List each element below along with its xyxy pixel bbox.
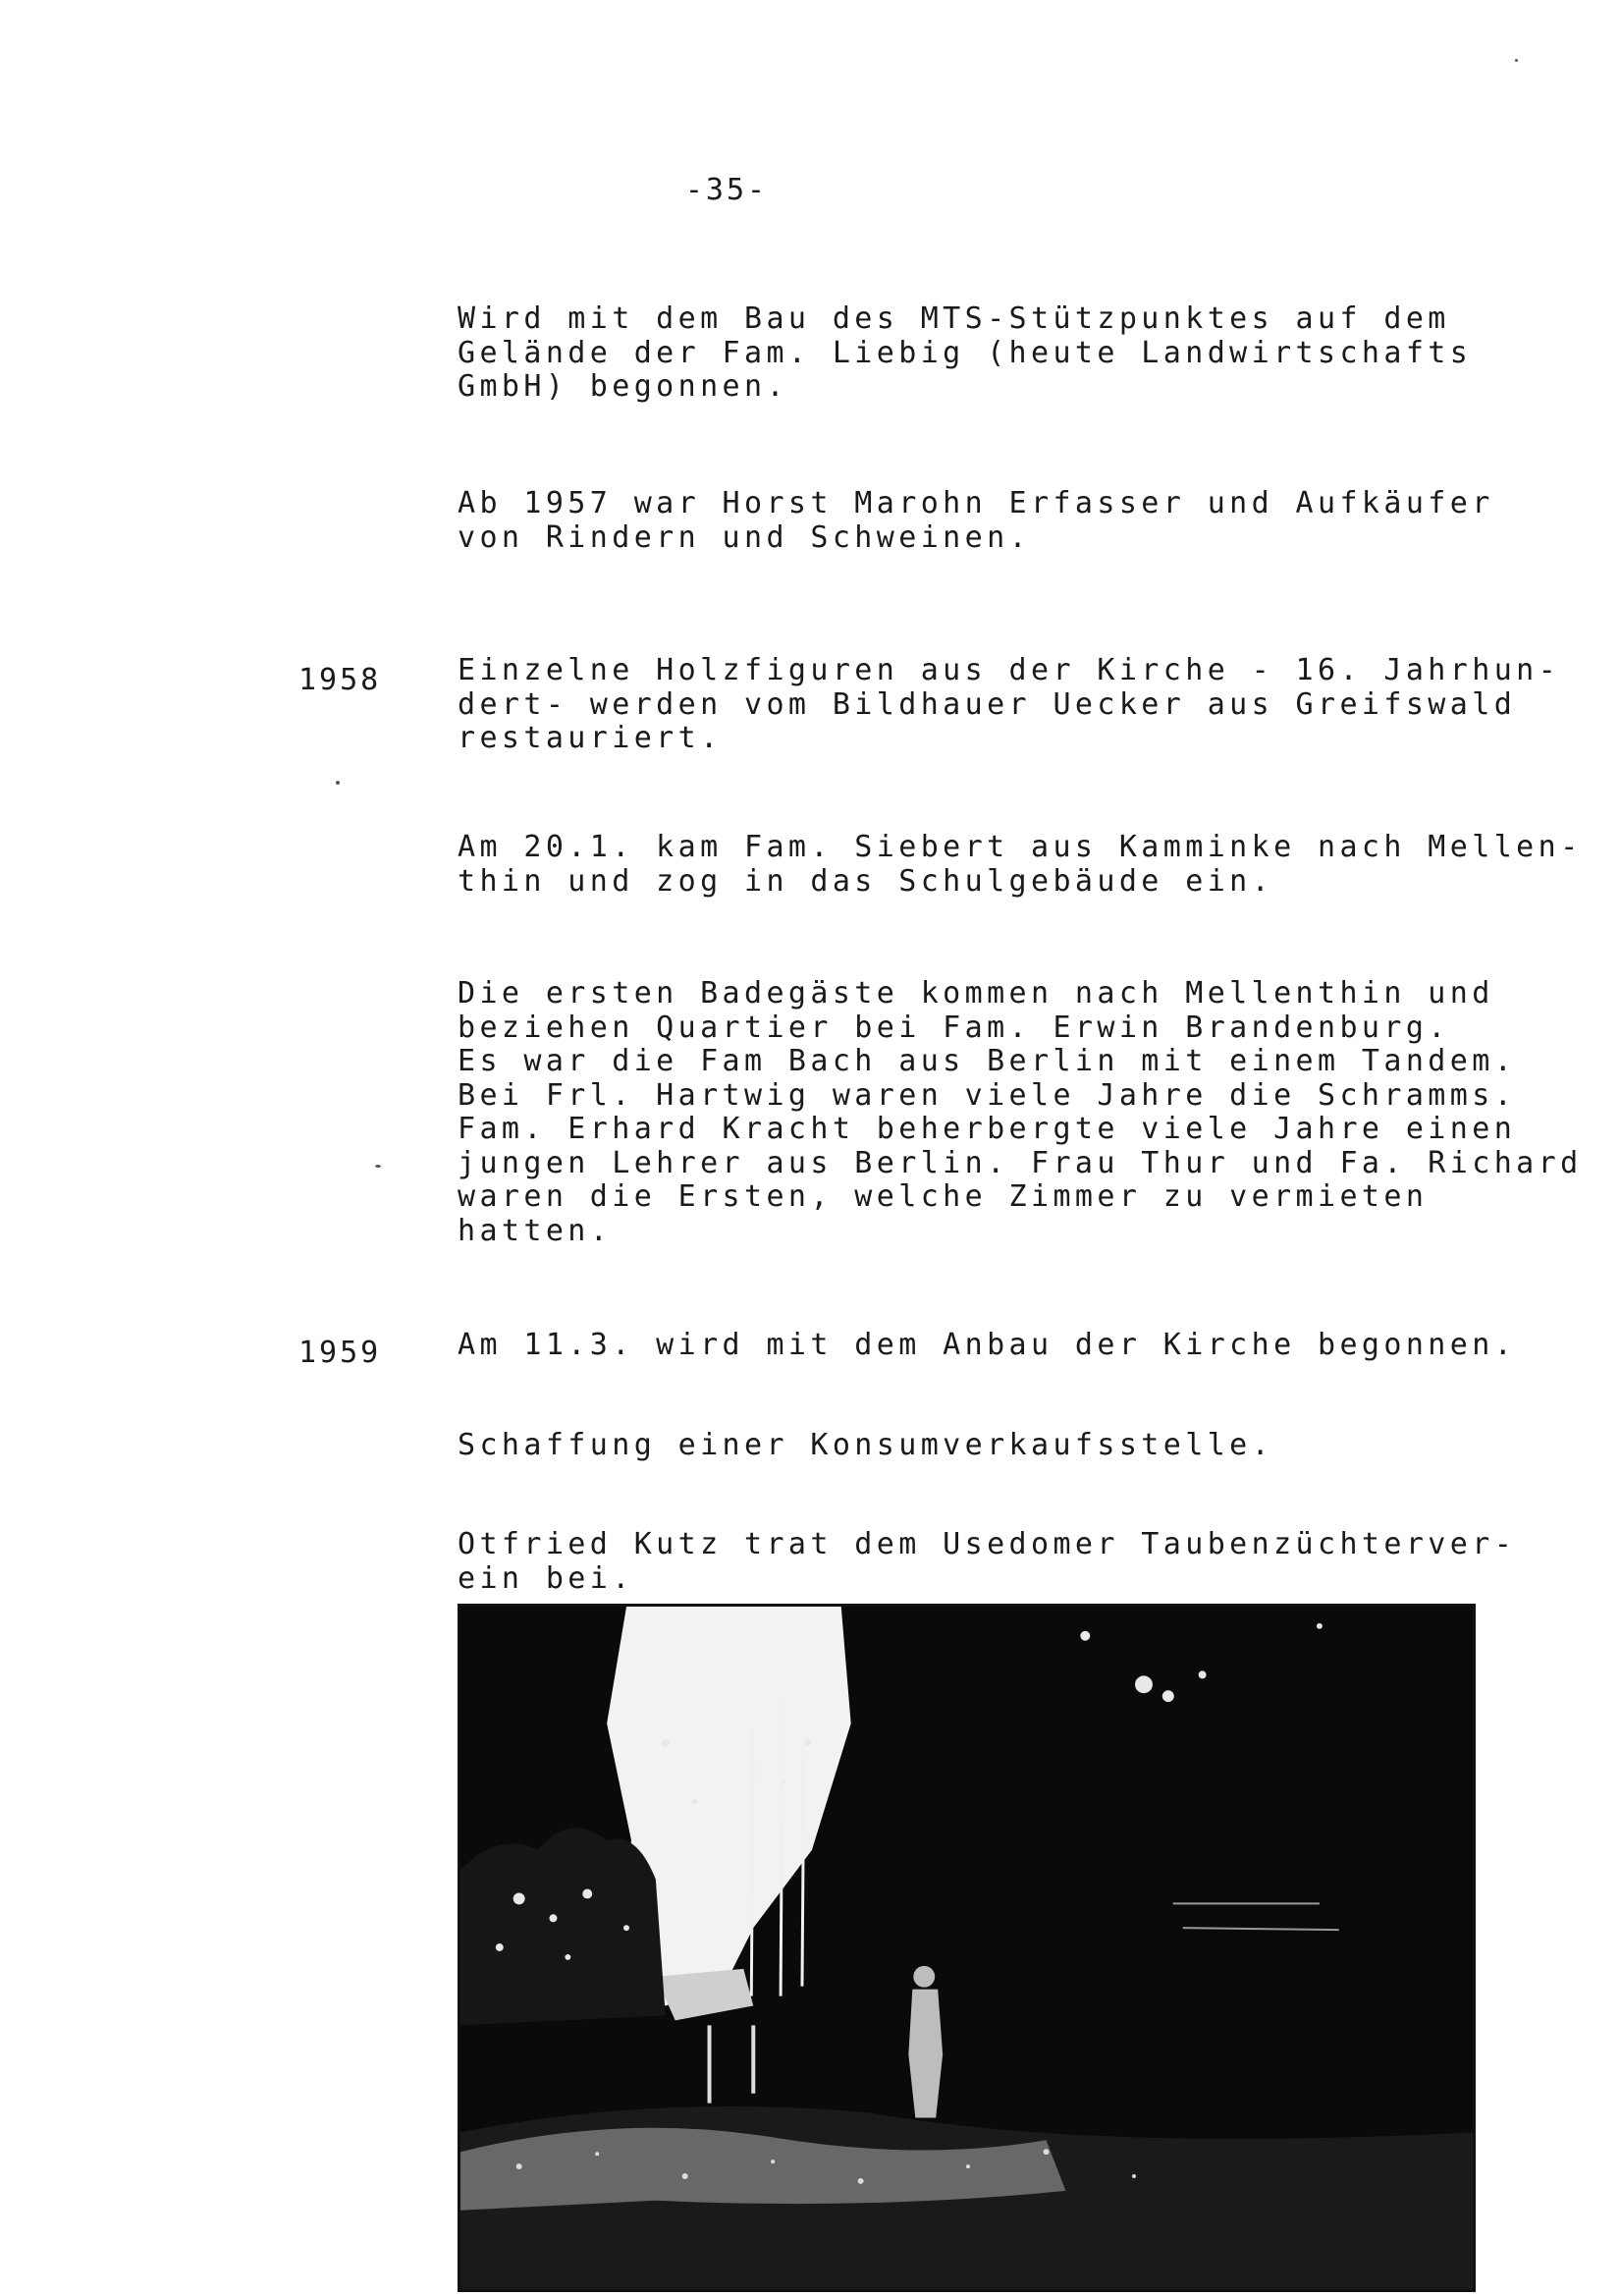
paragraph: Schaffung einer Konsumverkaufsstelle.	[458, 1428, 1274, 1462]
page-number: -35-	[684, 173, 769, 207]
year-label: 1959	[298, 1336, 382, 1370]
paragraph: Ab 1957 war Horst Marohn Erfasser und Aufkäufer von Rindern und Schweinen.	[458, 486, 1494, 555]
photograph	[458, 1604, 1476, 2292]
scan-speck	[336, 781, 340, 785]
paragraph: Otfried Kutz trat dem Usedomer Taubenzüchterver- ein bei.	[458, 1527, 1517, 1596]
paragraph: Am 20.1. kam Fam. Siebert aus Kamminke nach Mellen- thin und zog in das Schulgebäude ein.	[458, 830, 1583, 899]
paragraph: Am 11.3. wird mit dem Anbau der Kirche begonnen.	[458, 1328, 1517, 1362]
paragraph: Wird mit dem Bau des MTS-Stützpunktes auf dem Gelände der Fam. Liebig (heute Landwirtschafts GmbH) begonnen.	[458, 301, 1473, 404]
paragraph: Die ersten Badegäste kommen nach Mellenthin und beziehen Quartier bei Fam. Erwin Brandenburg. Es war die Fam Bach aus Berlin mit einem Tandem. Bei Frl. Hartwig waren viele Jahre die Schramms. Fam. Erhard Kracht beherbergte viele Jahre einen jungen Lehrer aus Berlin. Frau Thur und Fa. Richard waren die Ersten, welche Zimmer zu vermieten hatten.	[458, 976, 1583, 1248]
year-label: 1958	[298, 663, 382, 697]
scan-speck	[375, 1165, 381, 1168]
photo-landscape-with-trees	[460, 1607, 1473, 2289]
scan-speck	[1515, 59, 1518, 62]
paragraph: Einzelne Holzfiguren aus der Kirche - 16. Jahrhun- dert- werden vom Bildhauer Uecker aus Greifswald restauriert.	[458, 653, 1561, 755]
